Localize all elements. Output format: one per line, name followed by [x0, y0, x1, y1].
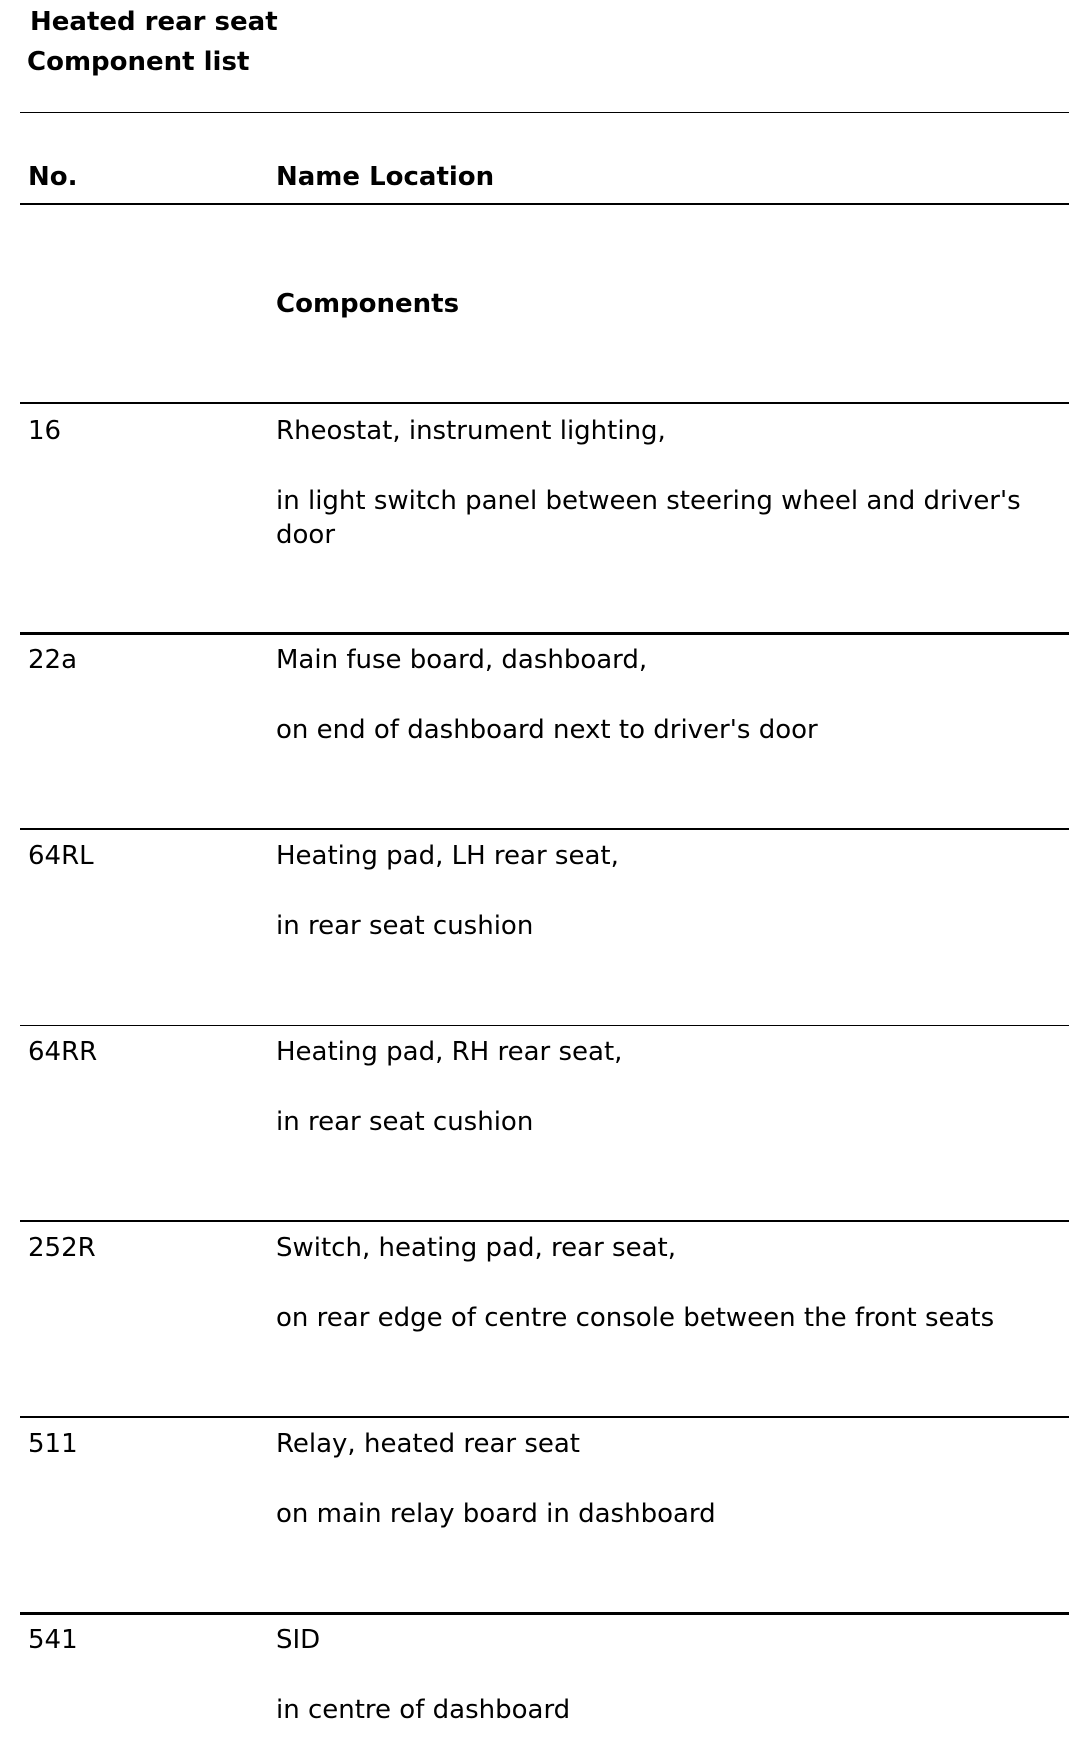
component-location: on end of dashboard next to driver's door	[276, 715, 818, 745]
document-header	[27, 2, 278, 82]
component-location: in centre of dashboard	[276, 1695, 571, 1725]
row-divider	[20, 1220, 1069, 1222]
component-name: Switch, heating pad, rear seat,	[276, 1233, 676, 1263]
component-number: 511	[28, 1429, 78, 1459]
row-divider	[20, 828, 1069, 830]
document-title: Heated rear seat	[30, 7, 278, 37]
row-divider	[20, 1025, 1069, 1026]
component-number: 64RL	[28, 841, 94, 871]
row-divider	[20, 402, 1069, 404]
component-location: in rear seat cushion	[276, 1107, 534, 1137]
component-name: Main fuse board, dashboard,	[276, 645, 648, 675]
component-number: 541	[28, 1625, 78, 1655]
component-location: on main relay board in dashboard	[276, 1499, 716, 1529]
top-divider	[20, 112, 1069, 113]
component-location: on rear edge of centre console between the front seats	[276, 1303, 995, 1333]
component-name: SID	[276, 1625, 321, 1655]
component-name: Heating pad, LH rear seat,	[276, 841, 619, 871]
section-heading: Components	[276, 289, 460, 319]
header-divider	[20, 203, 1069, 205]
component-name: Rheostat, instrument lighting,	[276, 416, 666, 446]
component-name: Relay, heated rear seat	[276, 1429, 581, 1459]
row-divider	[20, 1416, 1069, 1418]
component-location: in rear seat cushion	[276, 911, 534, 941]
component-number: 64RR	[28, 1037, 98, 1067]
component-number: 252R	[28, 1233, 96, 1263]
column-header-name-location: Name Location	[276, 162, 495, 192]
column-header-no: No.	[28, 162, 78, 192]
component-name: Heating pad, RH rear seat,	[276, 1037, 623, 1067]
row-divider	[20, 632, 1069, 635]
component-number: 16	[28, 416, 62, 446]
row-divider	[20, 1612, 1069, 1615]
component-number: 22a	[28, 645, 78, 675]
component-location: in light switch panel between steering wheel and driver's door	[276, 486, 1021, 550]
document-subtitle: Component list	[27, 47, 250, 77]
